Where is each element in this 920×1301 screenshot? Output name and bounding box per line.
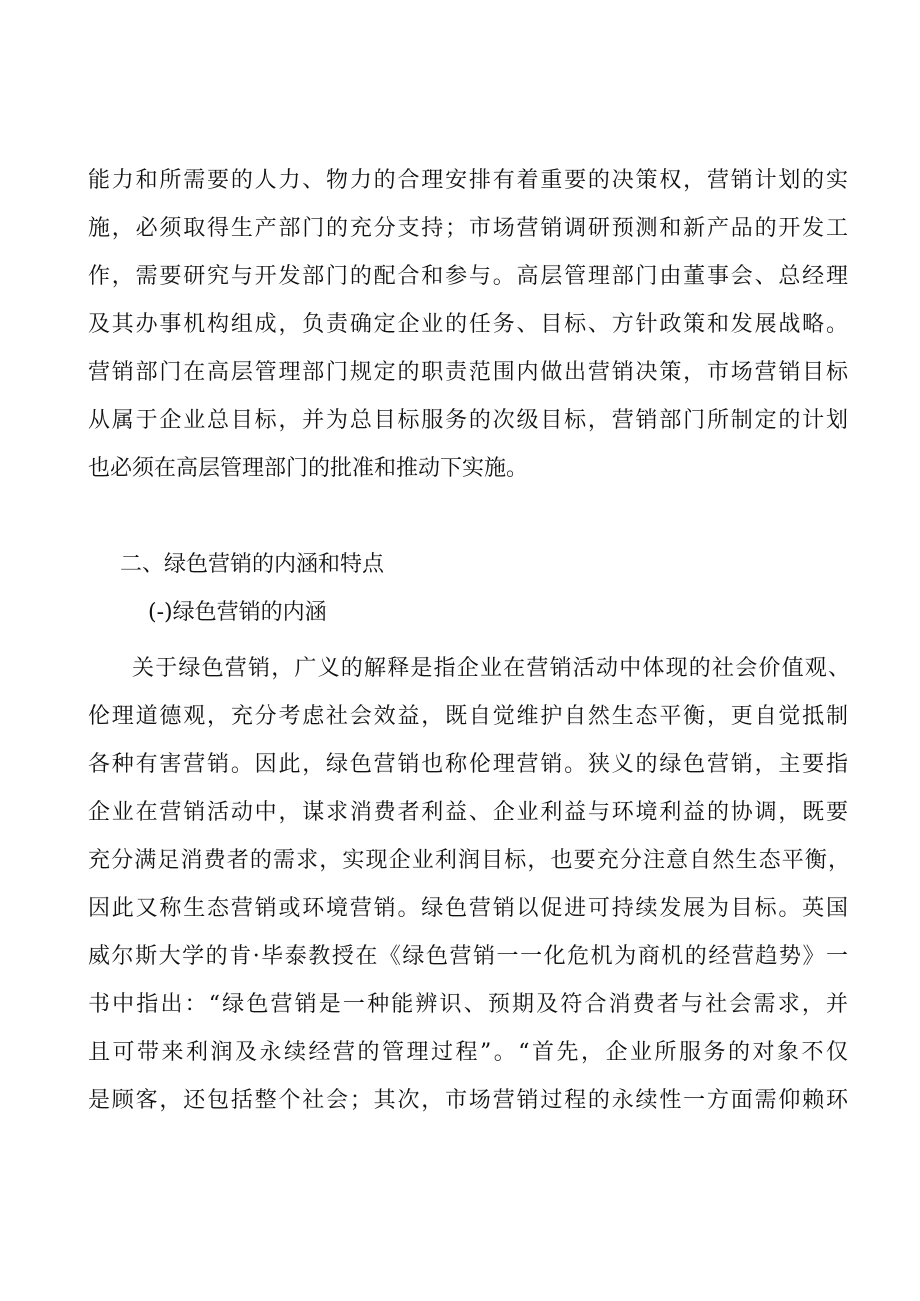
paragraph-1-line-1: 能力和所需要的人力、物力的合理安排有着重要的决策权，营销计划的实 bbox=[88, 168, 848, 193]
paragraph-1-line-4: 及其办事机构组成，负责确定企业的任务、目标、方针政策和发展战略。 bbox=[88, 312, 848, 337]
paragraph-2-line-10: 是顾客，还包括整个社会；其次，市场营销过程的永续性一方面需仰赖环 bbox=[88, 1088, 848, 1113]
paragraph-2-line-3: 各种有害营销。因此，绿色营销也称伦理营销。狭义的绿色营销，主要指 bbox=[88, 752, 848, 777]
paragraph-1-line-7: 也必须在高层管理部门的批准和推动下实施。 bbox=[88, 456, 529, 481]
paragraph-2-line-2: 伦理道德观，充分考虑社会效益，既自觉维护自然生态平衡，更自觉抵制 bbox=[88, 704, 848, 729]
subsection-heading: (-)绿色营销的内涵 bbox=[148, 600, 327, 625]
paragraph-2-line-4: 企业在营销活动中，谋求消费者利益、企业利益与环境利益的协调，既要 bbox=[88, 800, 848, 825]
paragraph-1-line-5: 营销部门在高层管理部门规定的职责范围内做出营销决策，市场营销目标 bbox=[88, 360, 848, 385]
paragraph-1-line-6: 从属于企业总目标，并为总目标服务的次级目标，营销部门所制定的计划 bbox=[88, 408, 848, 433]
paragraph-2-line-7: 威尔斯大学的肯·毕泰教授在《绿色营销一一化危机为商机的经营趋势》一 bbox=[88, 944, 848, 969]
section-heading: 二、绿色营销的内涵和特点 bbox=[120, 552, 385, 577]
paragraph-2-line-9: 且可带来利润及永续经营的管理过程”。“首先，企业所服务的对象不仅 bbox=[88, 1040, 848, 1065]
paragraph-1-line-2: 施，必须取得生产部门的充分支持；市场营销调研预测和新产品的开发工 bbox=[88, 216, 848, 241]
paragraph-2-line-8: 书中指出：“绿色营销是一种能辨识、预期及符合消费者与社会需求，并 bbox=[88, 992, 848, 1017]
paragraph-2-line-6: 因此又称生态营销或环境营销。绿色营销以促进可持续发展为目标。英国 bbox=[88, 896, 848, 921]
paragraph-1-line-3: 作，需要研究与开发部门的配合和参与。高层管理部门由董事会、总经理 bbox=[88, 264, 848, 289]
paragraph-2-line-1: 关于绿色营销，广义的解释是指企业在营销活动中体现的社会价值观、 bbox=[132, 656, 850, 681]
paragraph-2-line-5: 充分满足消费者的需求，实现企业利润目标，也要充分注意自然生态平衡， bbox=[88, 848, 850, 873]
